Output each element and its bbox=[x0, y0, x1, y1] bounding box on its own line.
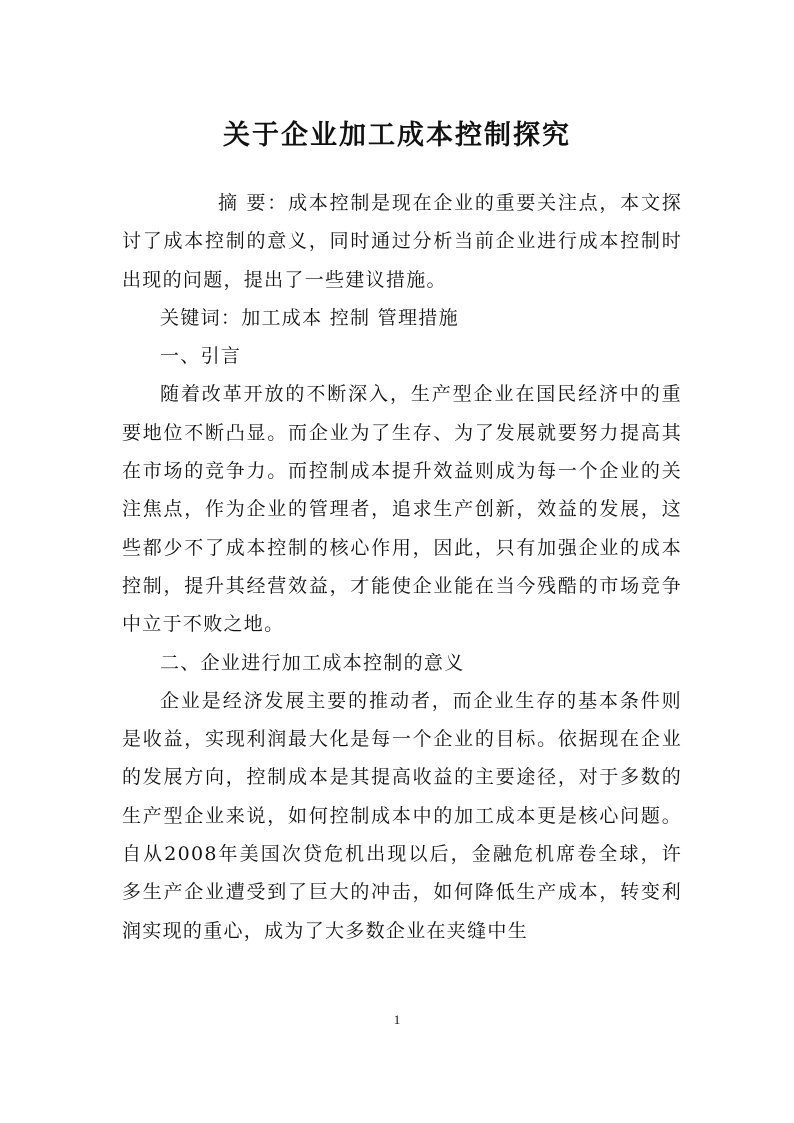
document-title: 关于企业加工成本控制探究 bbox=[223, 120, 571, 152]
document-body bbox=[122, 184, 682, 950]
keywords-label: 关键词： bbox=[160, 306, 242, 329]
abstract-paragraph bbox=[122, 184, 682, 299]
keywords-text: 加工成本 控制 管理措施 bbox=[241, 306, 459, 329]
abstract-label: 摘 要： bbox=[218, 192, 289, 214]
section-1-paragraph: 随着改革开放的不断深入，生产型企业在国民经济中的重要地位不断凸显。而企业为了生存、为了发展就要努力提高其在市场的竞争力。而控制成本提升效益则成为每一个企业的关注焦点，作为企业的管理者，追求生产创新，效益的发展，这些都少不了成本控制的核心作用，因此，只有加强企业的成本控制，提升其经营效益，才能使企业能在当今残酷的市场竞争中立于不败之地。 bbox=[122, 383, 682, 636]
abstract-text: 成本控制是现在企业的重要关注点，本文探讨了成本控制的意义，同时通过分析当前企业进行成本控制时出现的问题，提出了一些建议措施。 bbox=[122, 192, 682, 291]
page-number: 1 bbox=[393, 1012, 401, 1027]
section-2-heading: 二、企业进行加工成本控制的意义 bbox=[160, 651, 465, 674]
section-2-paragraph: 企业是经济发展主要的推动者，而企业生存的基本条件则是收益，实现利润最大化是每一个企业的目标。依据现在企业的发展方向，控制成本是其提高收益的主要途径，对于多数的生产型企业来说，如何控制成本中的加工成本更是核心问题。自从2008年美国次贷危机出现以后，金融危机席卷全球，许多生产企业遭受到了巨大的冲击，如何降低生产成本，转变利润实现的重心，成为了大多数企业在夹缝中生 bbox=[122, 689, 682, 942]
section-1-heading: 一、引言 bbox=[160, 345, 242, 368]
keywords-paragraph bbox=[122, 299, 682, 337]
